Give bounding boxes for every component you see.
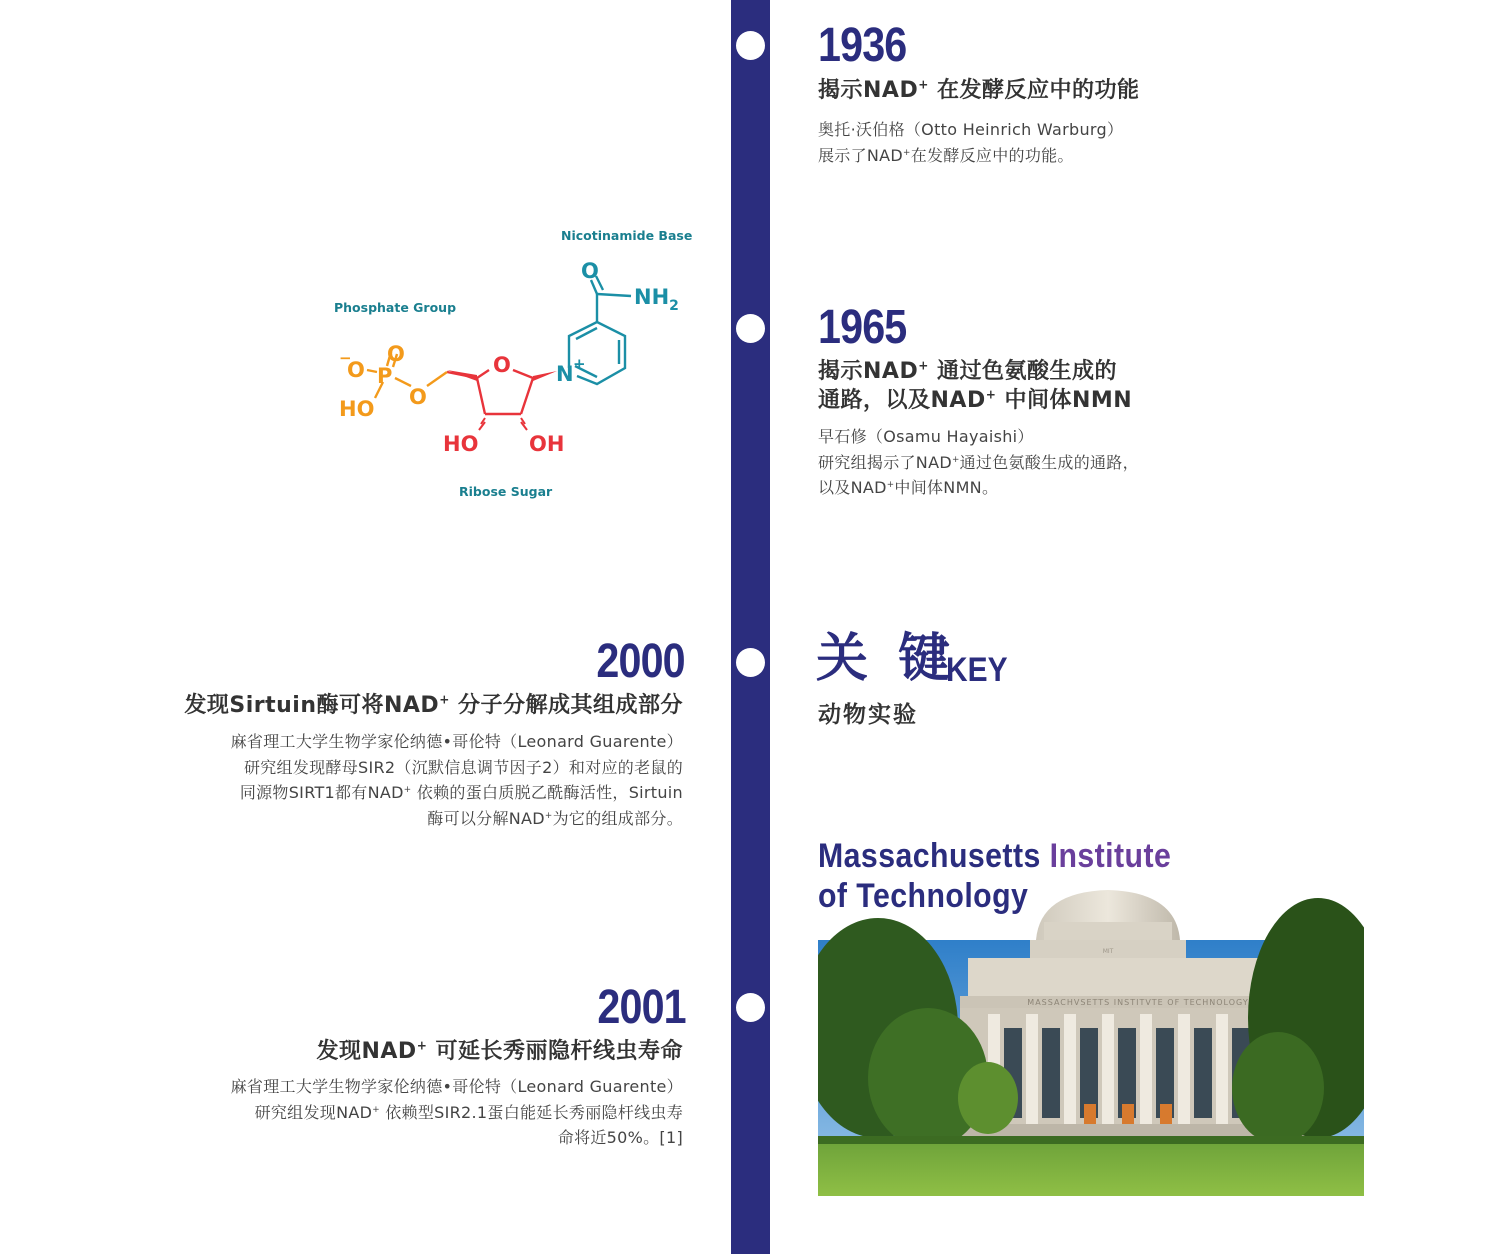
key-subtitle: 动物实验 <box>818 702 918 728</box>
atom-nh2: $NH_2$ <box>634 285 679 314</box>
atom-phosphate-o-left: O <box>347 358 365 382</box>
year-1936: 1936 <box>818 19 907 72</box>
label-nicotinamide-base: Nicotinamide Base <box>561 228 693 243</box>
label-phosphate-group: Phosphate Group <box>334 300 457 315</box>
timeline-dot-2001 <box>736 993 765 1022</box>
atom-carbonyl-o: O <box>581 259 599 283</box>
year-2001: 2001 <box>597 981 686 1034</box>
title-1936: 揭示NAD+ 在发酵反应中的功能 <box>818 77 1140 103</box>
atom-n-charge: + <box>573 355 586 373</box>
nad-molecule-diagram <box>325 220 705 510</box>
atom-ho: HO <box>443 432 479 456</box>
atom-ring-o: O <box>493 353 511 377</box>
title-1965: 揭示NAD+ 通过色氨酸生成的 通路，以及NAD+ 中间体NMN <box>818 358 1133 413</box>
atom-phosphate-charge: − <box>339 349 352 367</box>
year-2000: 2000 <box>596 635 685 688</box>
mit-building-photo <box>818 878 1364 1196</box>
atom-phosphate-p: P <box>377 364 393 388</box>
desc-1965: 早石修（Osamu Hayaishi） 研究组揭示了NAD+通过色氨酸生成的通路， 以及NAD+中间体NMN。 <box>818 427 1139 497</box>
atom-phosphate-ho: HO <box>339 397 375 421</box>
mit-heading: Massachusetts Institute of Technology <box>818 837 1172 915</box>
atom-phosphate-o-top: O <box>387 342 405 366</box>
atom-n-plus: N <box>556 362 574 386</box>
timeline-dot-key <box>736 648 765 677</box>
timeline-spine <box>731 0 770 1254</box>
building-inscription: MASSACHVSETTS INSTITVTE OF TECHNOLOGY <box>1027 998 1249 1007</box>
atom-bridge-o: O <box>409 385 427 409</box>
svg-text:MIT: MIT <box>1102 948 1114 955</box>
key-heading-zh: 关 键 <box>816 629 957 689</box>
desc-2000: 麻省理工大学生物学家伦纳德•哥伦特（Leonard Guarente） 研究组发现酵母SIR2（沉默信息调节因子2）和对应的老鼠的 同源物SIRT1都有NAD+ 依赖的蛋白质脱乙酰酶活性，Sirtuin 酶可以分解NAD+为它的组成部分。 <box>230 732 683 828</box>
year-1965: 1965 <box>818 301 907 354</box>
label-ribose-sugar: Ribose Sugar <box>459 484 553 499</box>
atom-oh: OH <box>529 432 565 456</box>
timeline-dot-1965 <box>736 314 765 343</box>
timeline-dot-1936 <box>736 31 765 60</box>
desc-2001: 麻省理工大学生物学家伦纳德•哥伦特（Leonard Guarente） 研究组发现NAD+ 依赖型SIR2.1蛋白能延长秀丽隐杆线虫寿 命将近50%。[1] <box>230 1077 683 1147</box>
title-2001: 发现NAD+ 可延长秀丽隐杆线虫寿命 <box>316 1038 683 1064</box>
title-2000: 发现Sirtuin酶可将NAD+ 分子分解成其组成部分 <box>184 692 683 718</box>
desc-1936: 奥托·沃伯格（Otto Heinrich Warburg） 展示了NAD+在发酵反应中的功能。 <box>818 120 1124 165</box>
key-heading-en: KEY <box>946 651 1008 689</box>
